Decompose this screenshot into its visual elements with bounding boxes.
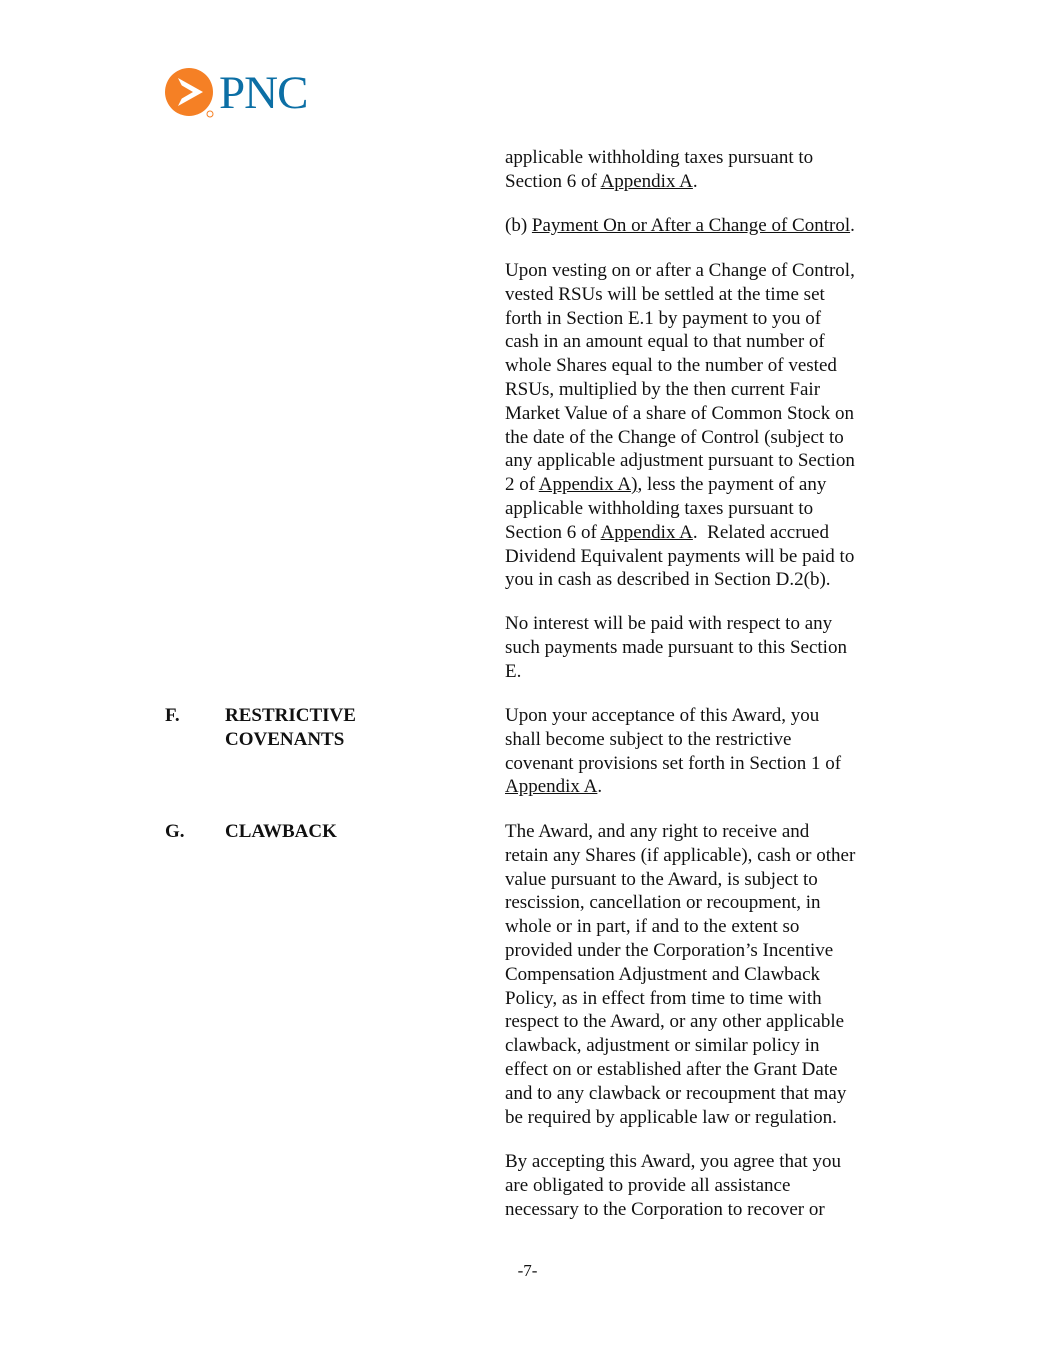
pnc-logo-wordmark: PNC [219, 66, 308, 119]
text-line: Appendix A. [505, 776, 603, 798]
no-interest-paragraph [505, 612, 897, 683]
text-line: Compensation Adjustment and Clawback [505, 963, 821, 985]
text-line: whole or in part, if and to the extent so [505, 916, 800, 938]
text-line: Dividend Equivalent payments will be paid to [505, 545, 855, 567]
text-line: No interest will be paid with respect to any [505, 613, 833, 634]
subsection-b-heading: (b) Payment On or After a Change of Control. [505, 215, 855, 236]
text-line: The Award, and any right to receive and [505, 821, 810, 842]
text-line: and to any clawback or recoupment that may [505, 1082, 847, 1104]
subsection-b-body [505, 259, 897, 592]
subsection-b-title: Payment On or After a Change of Control [531, 215, 851, 236]
text-line: Policy, as in effect from time to time with [505, 987, 822, 1009]
section-f-title: RESTRICTIVE COVENANTS [225, 705, 356, 750]
section-f-letter: F. [165, 705, 180, 726]
text-line: provided under the Corporation’s Incentive [505, 939, 834, 961]
text-line: be required by applicable law or regulation. [505, 1106, 837, 1128]
text-line: any applicable adjustment pursuant to Section [505, 450, 855, 472]
text-line: clawback, adjustment or similar policy in [505, 1035, 820, 1057]
section-g-paragraph-2 [505, 1150, 897, 1221]
text-line: effect on or established after the Grant Date [505, 1058, 838, 1080]
text-line: Upon your acceptance of this Award, you [505, 705, 820, 726]
text-line: covenant provisions set forth in Section 1 of [505, 752, 842, 774]
page-number: -7- [517, 1261, 538, 1280]
text-line: are obligated to provide all assistance [505, 1174, 791, 1196]
text-line: Section 6 of Appendix A. Related accrued [505, 521, 829, 543]
text-line: 2 of Appendix A), less the payment of any [505, 474, 827, 496]
text-line: the date of the Change of Control (subject to [505, 426, 844, 448]
section-g-title: CLAWBACK [225, 821, 337, 842]
text-line: whole Shares equal to the number of vested [505, 355, 837, 377]
text-line: such payments made pursuant to this Section [505, 636, 847, 658]
pnc-logo-icon [165, 67, 215, 119]
text-line: cash in an amount equal to that number of [505, 331, 825, 353]
text-line: forth in Section E.1 by payment to you of [505, 307, 822, 329]
text-line: Upon vesting on or after a Change of Control, [505, 260, 855, 281]
text-line: applicable withholding taxes pursuant to [505, 147, 814, 168]
text-line: RSUs, multiplied by the then current Fair [505, 378, 821, 400]
appendix-a-reference: Appendix A [505, 776, 598, 798]
pnc-logo [165, 66, 340, 120]
appendix-a-reference: Appendix A [600, 170, 693, 192]
text-line: necessary to the Corporation to recover or [505, 1198, 825, 1220]
text-line: you in cash as described in Section D.2(b). [505, 569, 831, 591]
text-line: shall become subject to the restrictive [505, 728, 792, 750]
text-line: Market Value of a share of Common Stock on [505, 402, 854, 424]
text-line: value pursuant to the Award, is subject to [505, 868, 818, 890]
section-f-body [505, 704, 897, 799]
text-line: Section 6 of Appendix A. [505, 170, 698, 192]
continued-paragraph [505, 146, 897, 194]
section-g-letter: G. [165, 821, 185, 842]
text-line: respect to the Award, or any other applicable [505, 1011, 845, 1033]
text-line: applicable withholding taxes pursuant to [505, 497, 814, 519]
text-line: E. [505, 660, 522, 682]
appendix-a-reference: Appendix A [600, 521, 693, 543]
appendix-a-reference: Appendix A) [538, 474, 638, 496]
text-line: By accepting this Award, you agree that you [505, 1151, 841, 1172]
text-line: retain any Shares (if applicable), cash or other [505, 844, 856, 866]
text-line: vested RSUs will be settled at the time set [505, 283, 825, 305]
section-g-body [505, 820, 897, 1129]
text-line: rescission, cancellation or recoupment, in [505, 892, 821, 914]
